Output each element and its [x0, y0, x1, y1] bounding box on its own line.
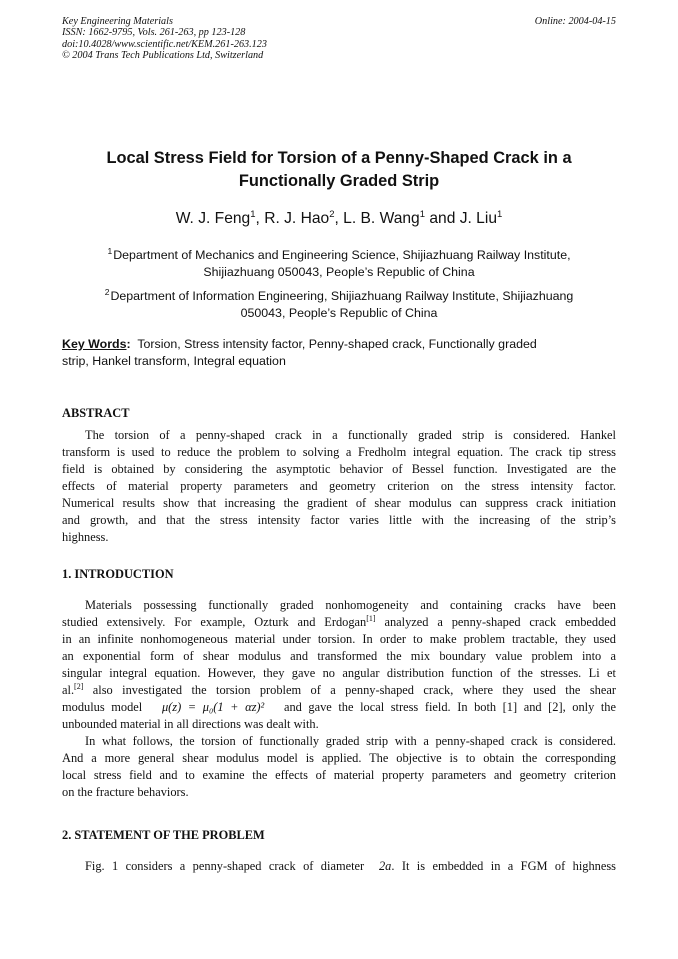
author-separator: ,	[334, 210, 344, 228]
affiliation-mark: 2	[104, 287, 110, 297]
copyright-line: © 2004 Trans Tech Publications Ltd, Switzerland	[62, 50, 264, 62]
intro-line	[62, 699, 616, 716]
intro-text: modulus model	[62, 700, 143, 714]
crack-diameter-symbol: 2a	[378, 859, 392, 873]
author: W. J. Feng	[175, 210, 251, 228]
author-affiliation-mark: 1	[250, 209, 256, 220]
online-date: Online: 2004-04-15	[534, 16, 616, 27]
abstract-line: field is obtained by considering the asymptotic behavior of Bessel function. Investigated are the	[62, 462, 616, 476]
doi-line: doi:10.4028/www.scientific.net/KEM.261-263.123	[62, 38, 267, 50]
title-line-2: Functionally Graded Strip	[238, 172, 440, 190]
affiliation-line: Department of Mechanics and Engineering Science, Shijiazhuang Railway Institute,	[113, 248, 571, 262]
statement-text: Fig. 1 considers a penny-shaped crack of diameter	[85, 859, 365, 873]
intro-text: also investigated the torsion problem of a penny-shaped crack, where they used the shear	[83, 683, 616, 697]
intro-line: in an infinite nonhomogeneous material under torsion. In order to make problem tractable, they used	[62, 632, 616, 646]
keywords-line-1: Torsion, Stress intensity factor, Penny-shaped crack, Functionally graded	[137, 337, 537, 351]
intro-text: analyzed a penny-shaped crack embedded	[375, 615, 616, 629]
statement-heading: 2. STATEMENT OF THE PROBLEM	[62, 828, 265, 842]
keywords-label: Key Words	[62, 337, 127, 351]
author: J. Liu	[459, 210, 497, 228]
affiliation-2	[62, 284, 616, 322]
keywords: Key Words: Torsion, Stress intensity factor, Penny-shaped crack, Functionally graded strip, Hankel transform, Integral equation	[62, 337, 537, 368]
keywords-line-2: strip, Hankel transform, Integral equation	[62, 354, 286, 368]
journal-header	[62, 16, 616, 62]
author: L. B. Wang	[343, 210, 420, 228]
author-affiliation-mark: 2	[329, 209, 335, 220]
intro-line: singular integral equation. However, they gave no angular distribution function of the stresses. Li et	[62, 666, 616, 680]
abstract-body	[62, 427, 616, 546]
abstract-heading: ABSTRACT	[62, 406, 130, 420]
intro-line: unbounded material in all directions was dealt with.	[62, 717, 319, 731]
affiliation-mark: 1	[107, 246, 113, 256]
abstract-line: Numerical results show that increasing the gradient of shear modulus can suppress crack initiation	[62, 496, 616, 510]
abstract-line: The torsion of a penny-shaped crack in a functionally graded strip is considered. Hankel	[85, 428, 616, 442]
intro-text: and gave the local stress field. In both [1] and [2], only the	[283, 700, 616, 714]
author-separator: ,	[255, 210, 265, 228]
intro-line	[62, 682, 616, 699]
intro-line: local stress field and to examine the effects of material property parameters and geometry criterion	[62, 768, 616, 782]
abstract-line: and growth, and that the stress intensity factor varies little with the increasing of the strip’s	[62, 513, 616, 527]
author-list	[62, 205, 616, 229]
author: R. J. Hao	[264, 210, 330, 228]
journal-name: Key Engineering Materials	[62, 16, 173, 27]
statement-text: . It is embedded in a FGM of highness	[391, 859, 617, 873]
shear-modulus-formula: μ(z) = μ₀(1 + αz)²	[161, 700, 265, 714]
abstract-line: effects of material property parameters and geometry criterion on the stress intensity factor.	[62, 479, 616, 493]
intro-line: Materials possessing functionally graded nonhomogeneity and containing cracks have been	[85, 598, 616, 612]
paper-title	[62, 147, 616, 193]
author-affiliation-mark: 1	[419, 209, 426, 220]
author-affiliation-mark: 1	[497, 209, 503, 220]
intro-line: on the fracture behaviors.	[62, 785, 189, 799]
introduction-body	[62, 597, 616, 801]
intro-line: an exponential form of shear modulus and transformed the mix boundary value problem into a	[62, 649, 616, 663]
affiliation-line: Shijiazhuang 050043, People’s Republic of China	[203, 265, 475, 279]
title-line-1: Local Stress Field for Torsion of a Penny-Shaped Crack in a	[106, 149, 572, 167]
introduction-heading: 1. INTRODUCTION	[62, 567, 174, 581]
statement-line	[62, 858, 616, 875]
intro-text: studied extensively. For example, Ozturk and Erdogan	[62, 615, 367, 629]
statement-body	[62, 858, 616, 875]
affiliation-line: 050043, People’s Republic of China	[240, 306, 438, 320]
author-separator: and	[425, 210, 460, 228]
citation-ref: [2]	[74, 682, 84, 691]
intro-line: In what follows, the torsion of functionally graded strip with a penny-shaped crack is considered.	[85, 734, 616, 748]
intro-text: al.	[62, 683, 75, 697]
abstract-line: highness.	[62, 530, 109, 544]
affiliation-1	[62, 243, 616, 281]
affiliation-line: Department of Information Engineering, Shijiazhuang Railway Institute, Shijiazhuang	[110, 289, 574, 303]
intro-line: And a more general shear modulus model is applied. The objective is to obtain the corresponding	[62, 751, 616, 765]
citation-ref: [1]	[366, 614, 376, 623]
issn-line: ISSN: 1662-9795, Vols. 261-263, pp 123-128	[62, 27, 246, 39]
intro-line	[62, 614, 616, 631]
abstract-line: transform is used to reduce the problem to solving a Fredholm integral equation. The crack tip stress	[62, 445, 616, 459]
